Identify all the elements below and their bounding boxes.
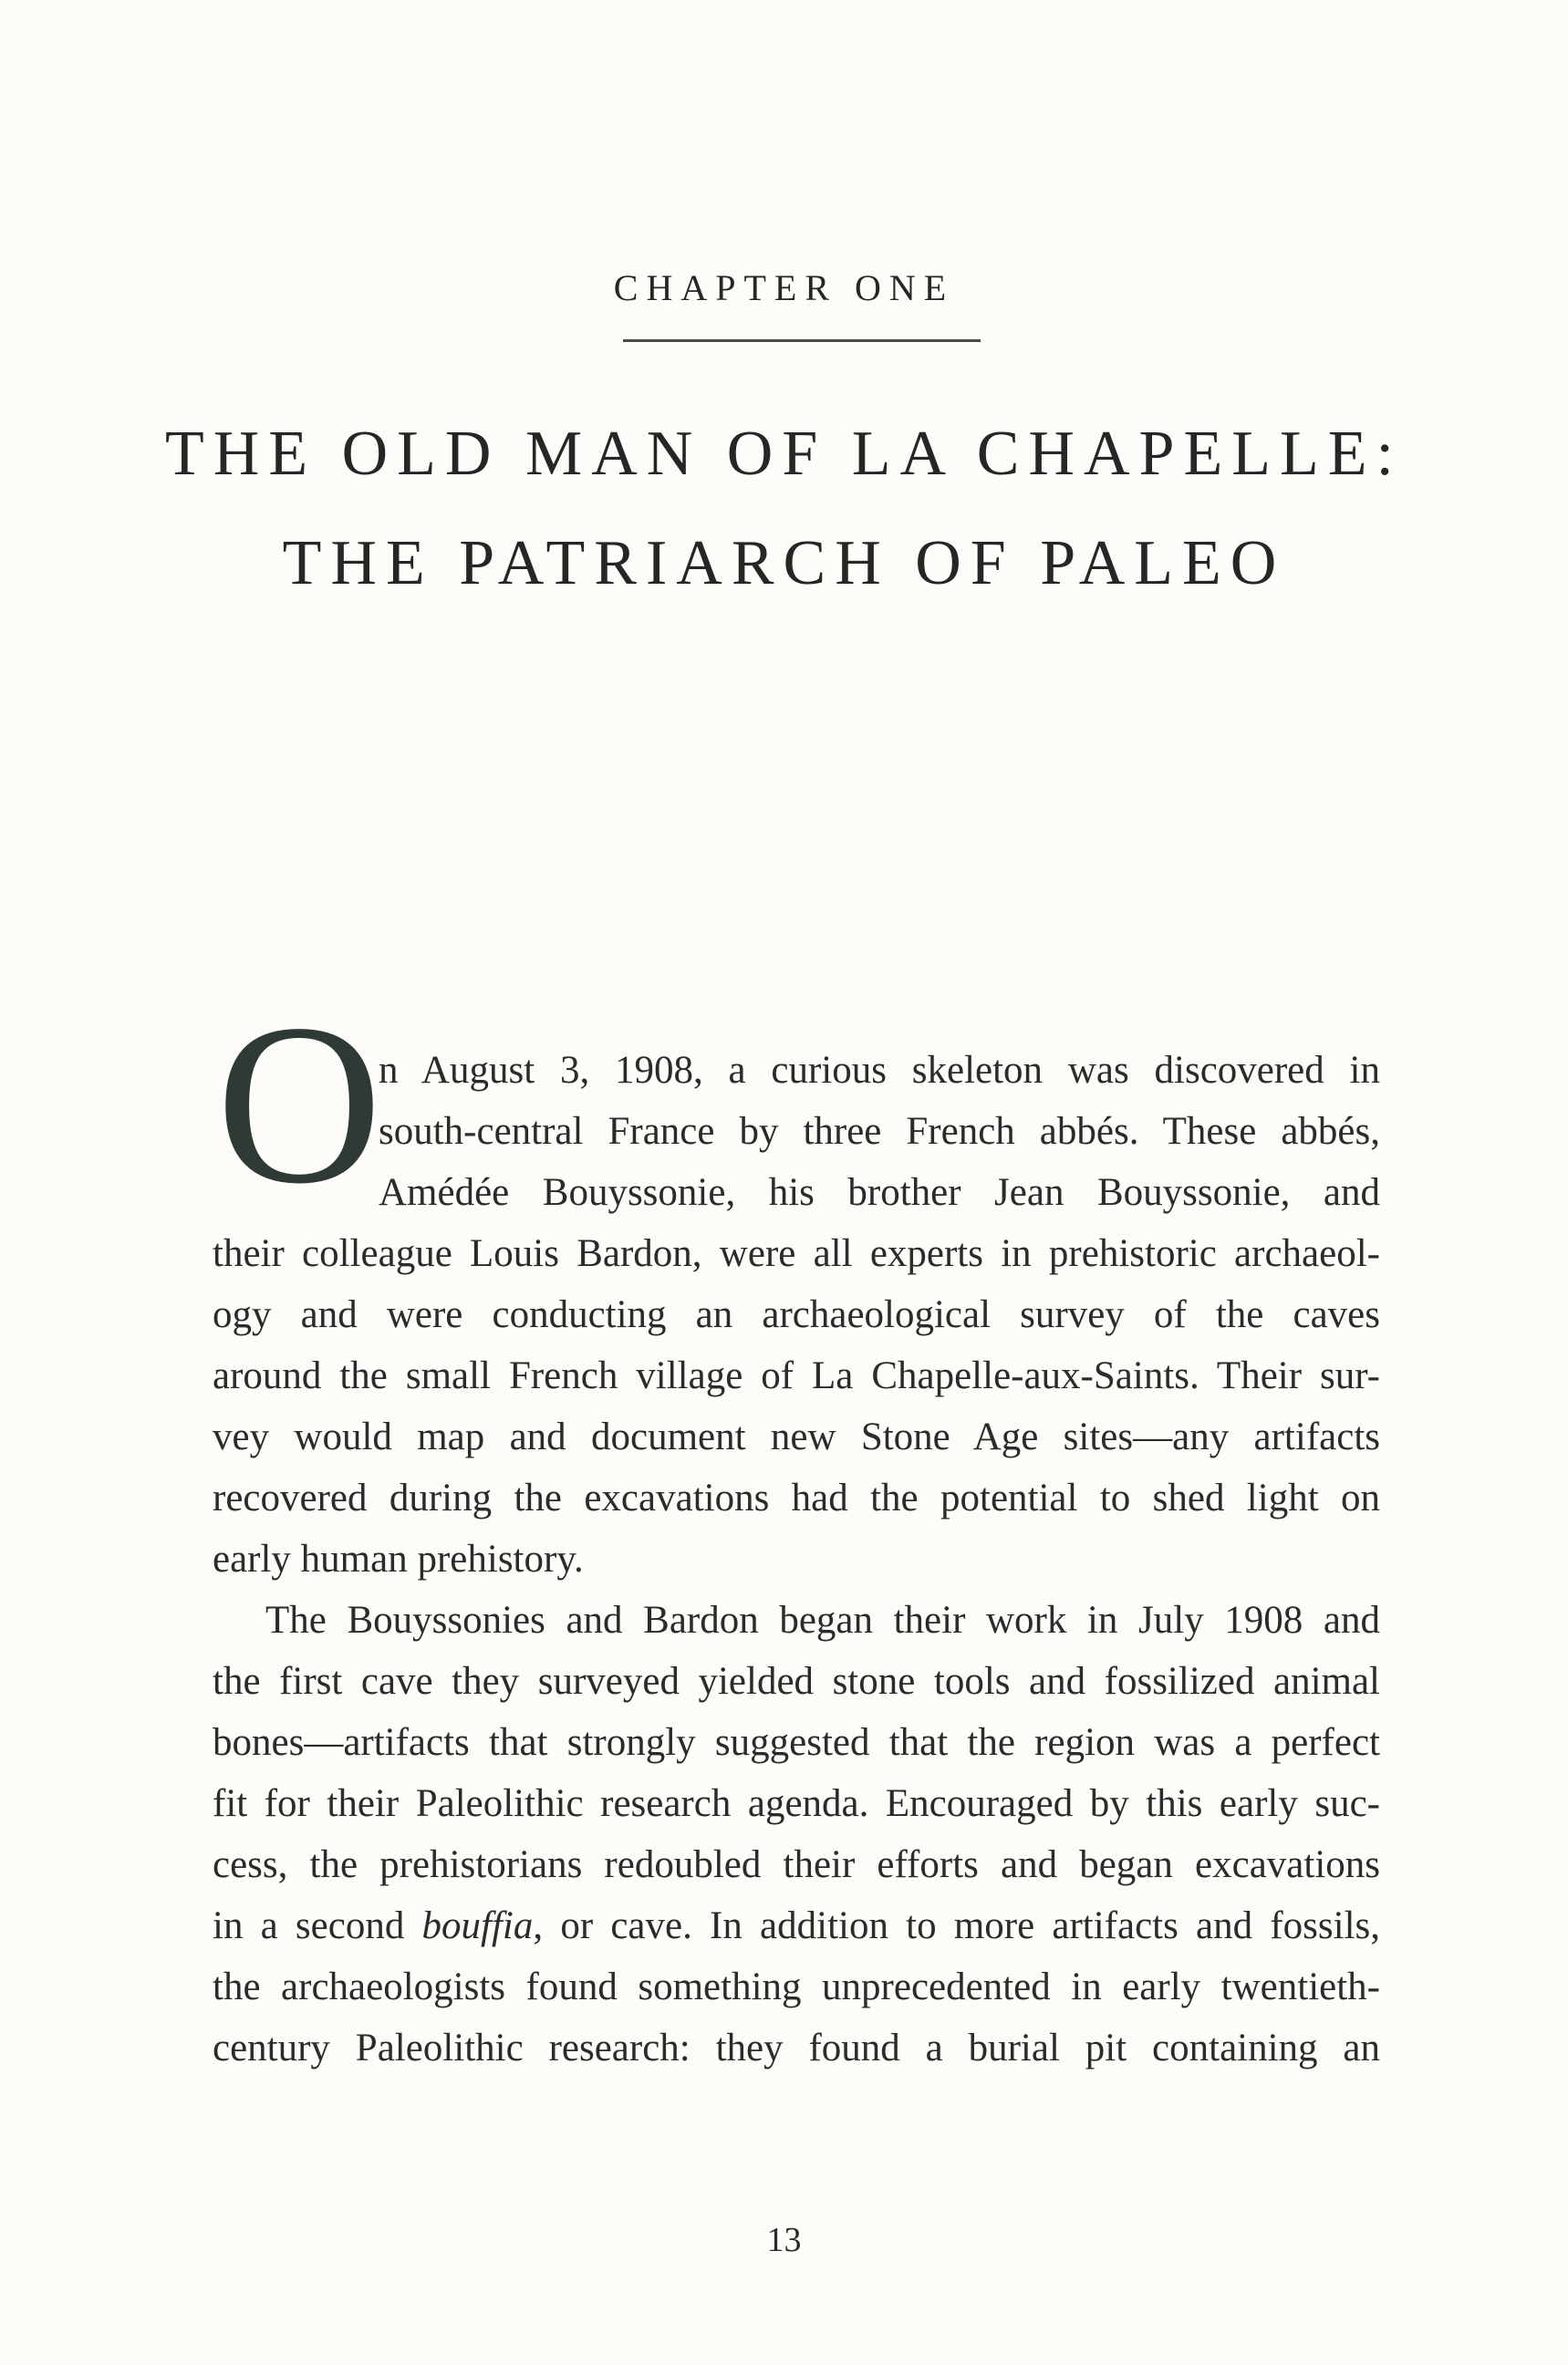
text-line: Amédée Bouyssonie, his brother Jean Bouyssonie, and [379, 1171, 1380, 1214]
text-line: The Bouyssonies and Bardon began their work in July 1908 and [265, 1599, 1380, 1642]
text-line: century Paleolithic research: they found a burial pit containing an [213, 2027, 1380, 2069]
italic-term: bouffia [421, 1904, 534, 1947]
chapter-rule [623, 339, 981, 342]
text-line: early human prehistory. [213, 1538, 584, 1581]
text-segment: in a second [213, 1904, 422, 1947]
text-line: ogy and were conducting an archaeological survey of the caves [213, 1293, 1380, 1336]
text-line: bones—artifacts that strongly suggested that the region was a perfect [213, 1721, 1380, 1764]
chapter-title-line-1: THE OLD MAN OF LA CHAPELLE: [165, 419, 1403, 489]
text-line: recovered during the excavations had the potential to shed light on [213, 1477, 1380, 1520]
page-number: 13 [766, 2221, 802, 2259]
text-line: the archaeologists found something unprecedented in early twentieth- [213, 1966, 1380, 2008]
chapter-title-line-2: THE PATRIARCH OF PALEO [282, 528, 1286, 598]
drop-cap: O [216, 976, 382, 1231]
text-line: around the small French village of La Chapelle-aux-Saints. Their sur- [213, 1354, 1380, 1397]
text-line [213, 1895, 1380, 1956]
text-line: their colleague Louis Bardon, were all experts in prehistoric archaeol- [213, 1232, 1380, 1275]
text-line: south-central France by three French abbés. These abbés, [379, 1110, 1380, 1153]
text-line: cess, the prehistorians redoubled their efforts and began excavations [213, 1843, 1380, 1886]
text-line: fit for their Paleolithic research agenda. Encouraged by this early suc- [213, 1782, 1380, 1825]
chapter-label: CHAPTER ONE [613, 267, 955, 308]
text-line: the first cave they surveyed yielded stone tools and fossilized animal [213, 1660, 1380, 1703]
text-segment: , or cave. In addition to more artifacts and fossils, [533, 1904, 1380, 1947]
text-line: vey would map and document new Stone Age sites—any artifacts [213, 1416, 1380, 1458]
text-line: n August 3, 1908, a curious skeleton was discovered in [379, 1049, 1380, 1092]
